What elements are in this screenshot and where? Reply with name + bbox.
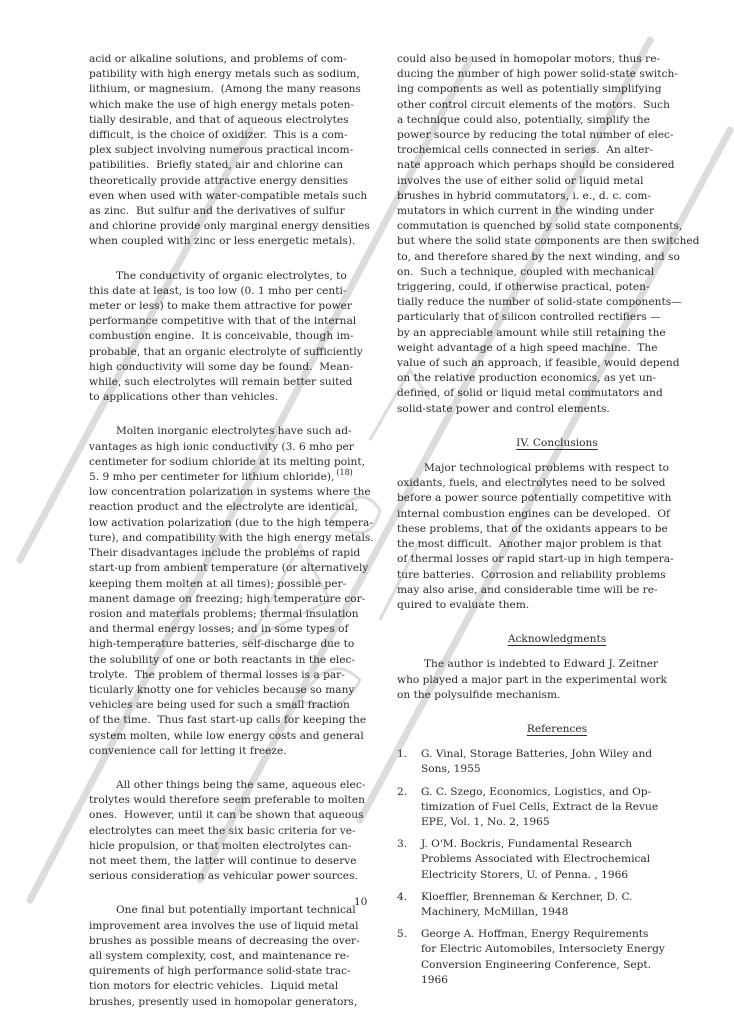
acknowledgments-heading: Acknowledgments [507,633,607,646]
reference-number: 3. [397,838,408,851]
left-column [89,52,389,1029]
reference-text: Kloeffler, Brenneman & Kerchner, D. C. Machinery, McMillan, 1948 [421,890,633,918]
reference-number: 2. [397,785,408,798]
reference-item [397,747,717,777]
citation-18: (18) [336,468,353,478]
right-column [397,52,717,995]
references-heading: References [526,722,588,735]
reference-text: J. O'M. Bockris, Fundamental Research Problems Associated with Electrochemical Electricity Storers, U. of Penna. , 1966 [421,838,651,881]
paragraph-molten-body: low concentration polarization in systems where the reaction product and the electrolyte are identical, low activation polarization (due to the high tempera- ture), and compatibility with the high energy metals. Their disadvantages include the problems of rapid start-up from ambient temperature (or alternatively keeping them molten at all times); possible per- manent damage on freezing; high temperature cor- rosion and materials problems; thermal insulation and thermal energy losses; and in some types of high-temperature batteries, self-discharge due to the solubility of one or both reactants in the elec- trolyte. The problem of thermal losses is a par- ticularly knotty one for vehicles because so many vehicles are being used for such a small fraction of the time. Thus fast start-up calls for keeping the system molten, while low energy costs and general convenience call for letting it freeze. [89,486,374,757]
paragraph-homopolar-motors: could also be used in homopolar motors, thus re- ducing the number of high power solid-state switch- ing components as well as potentially simplifying other control circuit elements of the motors. Such a technique could also, potentially, simplify the power source by reducing the total number of elec- trochemical cells connected in series. An alter- nate approach which perhaps should be considered involves the use of either solid or liquid metal brushes in hybrid commutators, i. e., d. c. com- mutators in which current in the winding under commutation is quenched by solid state components, but where the solid state components are then switched to, and therefore shared by the next winding, and so on. Such a technique, coupled with mechanical triggering, could, if otherwise practical, poten- tially reduce the number of solid-state components— particularly that of silicon controlled rectifiers — by an appreciable amount while still retaining the weight advantage of a high speed machine. The value of such an approach, if feasible, would depend on the relative production economics, as yet un- defined, of solid or liquid metal commutators and solid-state power and control elements. [397,53,700,415]
reference-item [397,785,717,831]
reference-item [397,890,717,920]
reference-number: 1. [397,748,408,761]
reference-text: G. C. Szego, Economics, Logistics, and Op- timization of Fuel Cells, Extract de la Revue EPE, Vol. 1, No. 2, 1965 [421,785,659,828]
paragraph-molten-electrolytes [89,424,389,758]
reference-number: 4. [397,890,408,903]
conclusions-heading: IV. Conclusions [516,436,598,449]
paragraph-molten-intro: Molten inorganic electrolytes have such ad- vantages as high ionic conductivity (3. 6 mho per centimeter for sodium chloride at its melting point, 5. 9 mho per centimeter for lithium chloride), [89,425,365,484]
reference-item [397,837,717,883]
page-number: 10 [354,896,368,908]
reference-number: 5. [397,928,408,941]
references-list [397,747,717,988]
paragraph-oxidizer: acid or alkaline solutions, and problems of com- patibility with high energy metals such as sodium, lithium, or magnesium. (Among the many reasons which make the use of high energy metals poten- tially desirable, and that of aqueous electrolytes difficult, is the choice of oxidizer. This is a com- plex subject involving numerous practical incom- patibilities. Briefly stated, air and chlorine can theoretically provide attractive energy densities even when used with water-compatible metals such as zinc. But sulfur and the derivatives of sulfur and chlorine provide only marginal energy densities when coupled with zinc or less energetic metals). [89,53,370,248]
paragraph-aqueous-vs-molten: All other things being the same, aqueous elec- trolytes would therefore seem preferable to molten ones. However, until it can be shown that aqueous electrolytes can meet the six basic criteria for ve- hicle propulsion, or that molten electrolytes can- not meet them, the latter will continue to deserve serious consideration as vehicular power sources. [89,778,366,883]
paragraph-liquid-metal-brushes: One final but potentially important technical improvement area involves the use of liquid metal brushes as possible means of decreasing the over- all system complexity, cost, and maintenance re- quirements of high performance solid-state trac- tion motors for electric vehicles. Liquid metal brushes, presently used in homopolar generators, [89,904,360,1008]
conclusions-text: Major technological problems with respect to oxidants, fuels, and electrolytes need to be solved before a power source potentially competitive with internal combustion engines can be developed. Of these problems, that of the oxidants appears to be the most difficult. Another major problem is that of thermal losses or rapid start-up in high tempera- ture batteries. Corrosion and reliability problems may also arise, and considerable time will be re- quired to evaluate them. [397,462,674,611]
reference-item [397,927,717,988]
reference-text: G. Vinal, Storage Batteries, John Wiley and Sons, 1955 [421,748,653,776]
acknowledgments-text: The author is indebted to Edward J. Zeitner who played a major part in the experimental work on the polysulfide mechanism. [397,658,667,701]
reference-text: George A. Hoffman, Energy Requirements for Electric Automobiles, Intersociety Energy Conversion Engineering Conference, Sept. 1966 [421,928,665,986]
paragraph-organic-electrolytes: The conductivity of organic electrolytes, to this date at least, is too low (0. 1 mho per centi- meter or less) to make them attractive for power performance competitive with that of the internal combustion engine. It is conceivable, though im- probable, that an organic electrolyte of sufficiently high conductivity will some day be found. Mean- while, such electrolytes will remain better suited to applications other than vehicles. [89,269,363,404]
